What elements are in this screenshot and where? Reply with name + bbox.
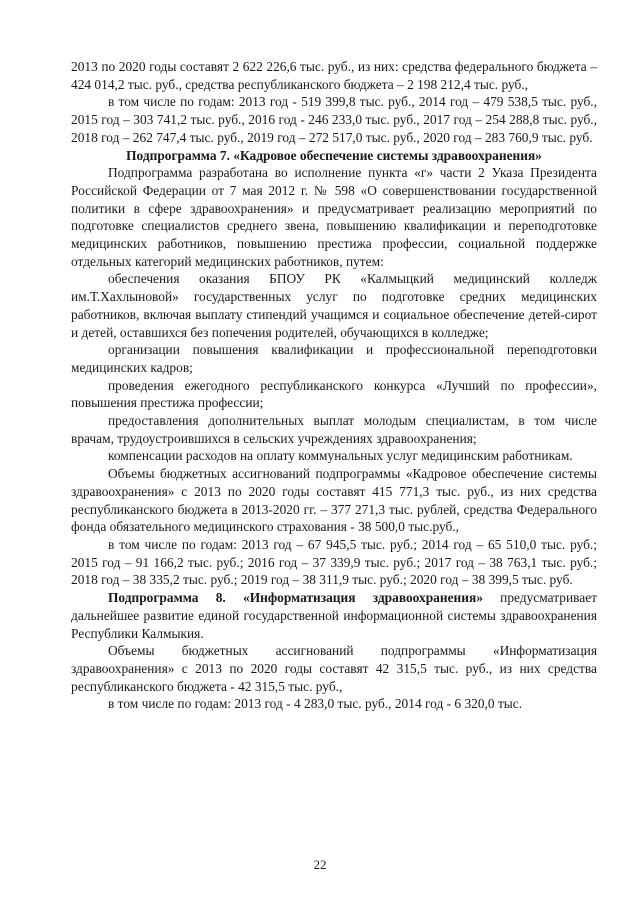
- paragraph-subprogram6-years: в том числе по годам: 2013 год - 519 399,8 тыс. руб., 2014 год – 479 538,5 тыс. руб., 2015 год – 303 741,2 тыс. руб., 2016 год - 246 233,0 тыс. руб., 2017 год – 254 288,8 тыс. руб., 2018 год – 262 747,4 тыс. руб., 2019 год – 272 517,0 тыс. руб., 2020 год – 283 760,9 тыс. руб.: [71, 94, 597, 145]
- paragraph-contest: проведения ежегодного республиканского конкурса «Лучший по профессии», повышения престижа профессии;: [71, 377, 597, 411]
- paragraph-subprogram7-basis: Подпрограмма разработана во исполнение пункта «г» части 2 Указа Президента Российской Федерации от 7 мая 2012 г. № 598 «О совершенствовании государственной политики в сфере здравоохранения» и предусматривает реализацию мероприятий по подготовке специалистов среднего звена, повышению квалификации и переподготовке медицинских работников, повышению престижа профессии, социальной поддержке отдельных категорий медицинских работников, путем:: [71, 165, 597, 269]
- paragraph-funding-continuation: 2013 по 2020 годы составят 2 622 226,6 тыс. руб., из них: средства федерального бюджета – 424 014,2 тыс. руб., средства республиканского бюджета – 2 198 212,4 тыс. руб.,: [71, 59, 597, 92]
- subprogram7-heading: Подпрограмма 7. «Кадровое обеспечение системы здравоохранения»: [126, 147, 542, 163]
- paragraph-subprogram8-intro: [71, 589, 597, 642]
- paragraph-subprogram8-years: в том числе по годам: 2013 год - 4 283,0 тыс. руб., 2014 год - 6 320,0 тыс.: [108, 696, 523, 712]
- paragraph-qualification: организации повышения квалификации и профессиональной переподготовки медицинских кадров;: [71, 342, 597, 375]
- page-number: 22: [313, 857, 327, 872]
- paragraph-subprogram7-funding: Объемы бюджетных ассигнований подпрограммы «Кадровое обеспечение системы здравоохранения» с 2013 по 2020 годы составят 415 771,3 тыс. руб., из них средства республиканского бюджета в 2013-2020 гг. – 377 271,3 тыс. рублей, средства Федерального фонда обязательного медицинского страхования - 38 500,0 тыс.руб.,: [71, 466, 597, 535]
- subprogram8-intro-text: предусматривает дальнейшее развитие единой государственной информационной системы здравоохранения Республики Калмыкия.: [71, 590, 597, 641]
- paragraph-subprogram8-funding: Объемы бюджетных ассигнований подпрограммы «Информатизация здравоохранения» с 2013 по 2020 годы составят 42 315,5 тыс. руб., из них средства республиканского бюджета - 42 315,5 тыс. руб.,: [71, 643, 597, 694]
- paragraph-college-services: обеспечения оказания БПОУ РК «Калмыцкий медицинский колледж им.Т.Хахлыновой» государственных услуг по подготовке средних медицинских работников, включая выплату стипендий учащимся и социальное обеспечение детей-сирот и детей, оставшихся без попечения родителей, обучающихся в колледже;: [71, 271, 597, 340]
- paragraph-subprogram7-years: в том числе по годам: 2013 год – 67 945,5 тыс. руб.; 2014 год – 65 510,0 тыс. руб.; 2015 год – 91 166,2 тыс. руб.; 2016 год – 37 339,9 тыс. руб.; 2017 год – 38 763,1 тыс. руб.; 2018 год – 38 335,2 тыс. руб.; 2019 год – 38 311,9 тыс. руб.; 2020 год – 38 399,5 тыс. руб.: [71, 536, 597, 588]
- subprogram8-heading: Подпрограмма 8. «Информатизация здравоохранения»: [108, 590, 483, 606]
- paragraph-young-specialists: предоставления дополнительных выплат молодым специалистам, в том числе врачам, трудоустроившихся в сельских учреждениях здравоохранения;: [71, 413, 597, 446]
- document-page: [71, 58, 597, 713]
- paragraph-utilities: компенсации расходов на оплату коммунальных услуг медицинским работникам.: [108, 448, 573, 464]
